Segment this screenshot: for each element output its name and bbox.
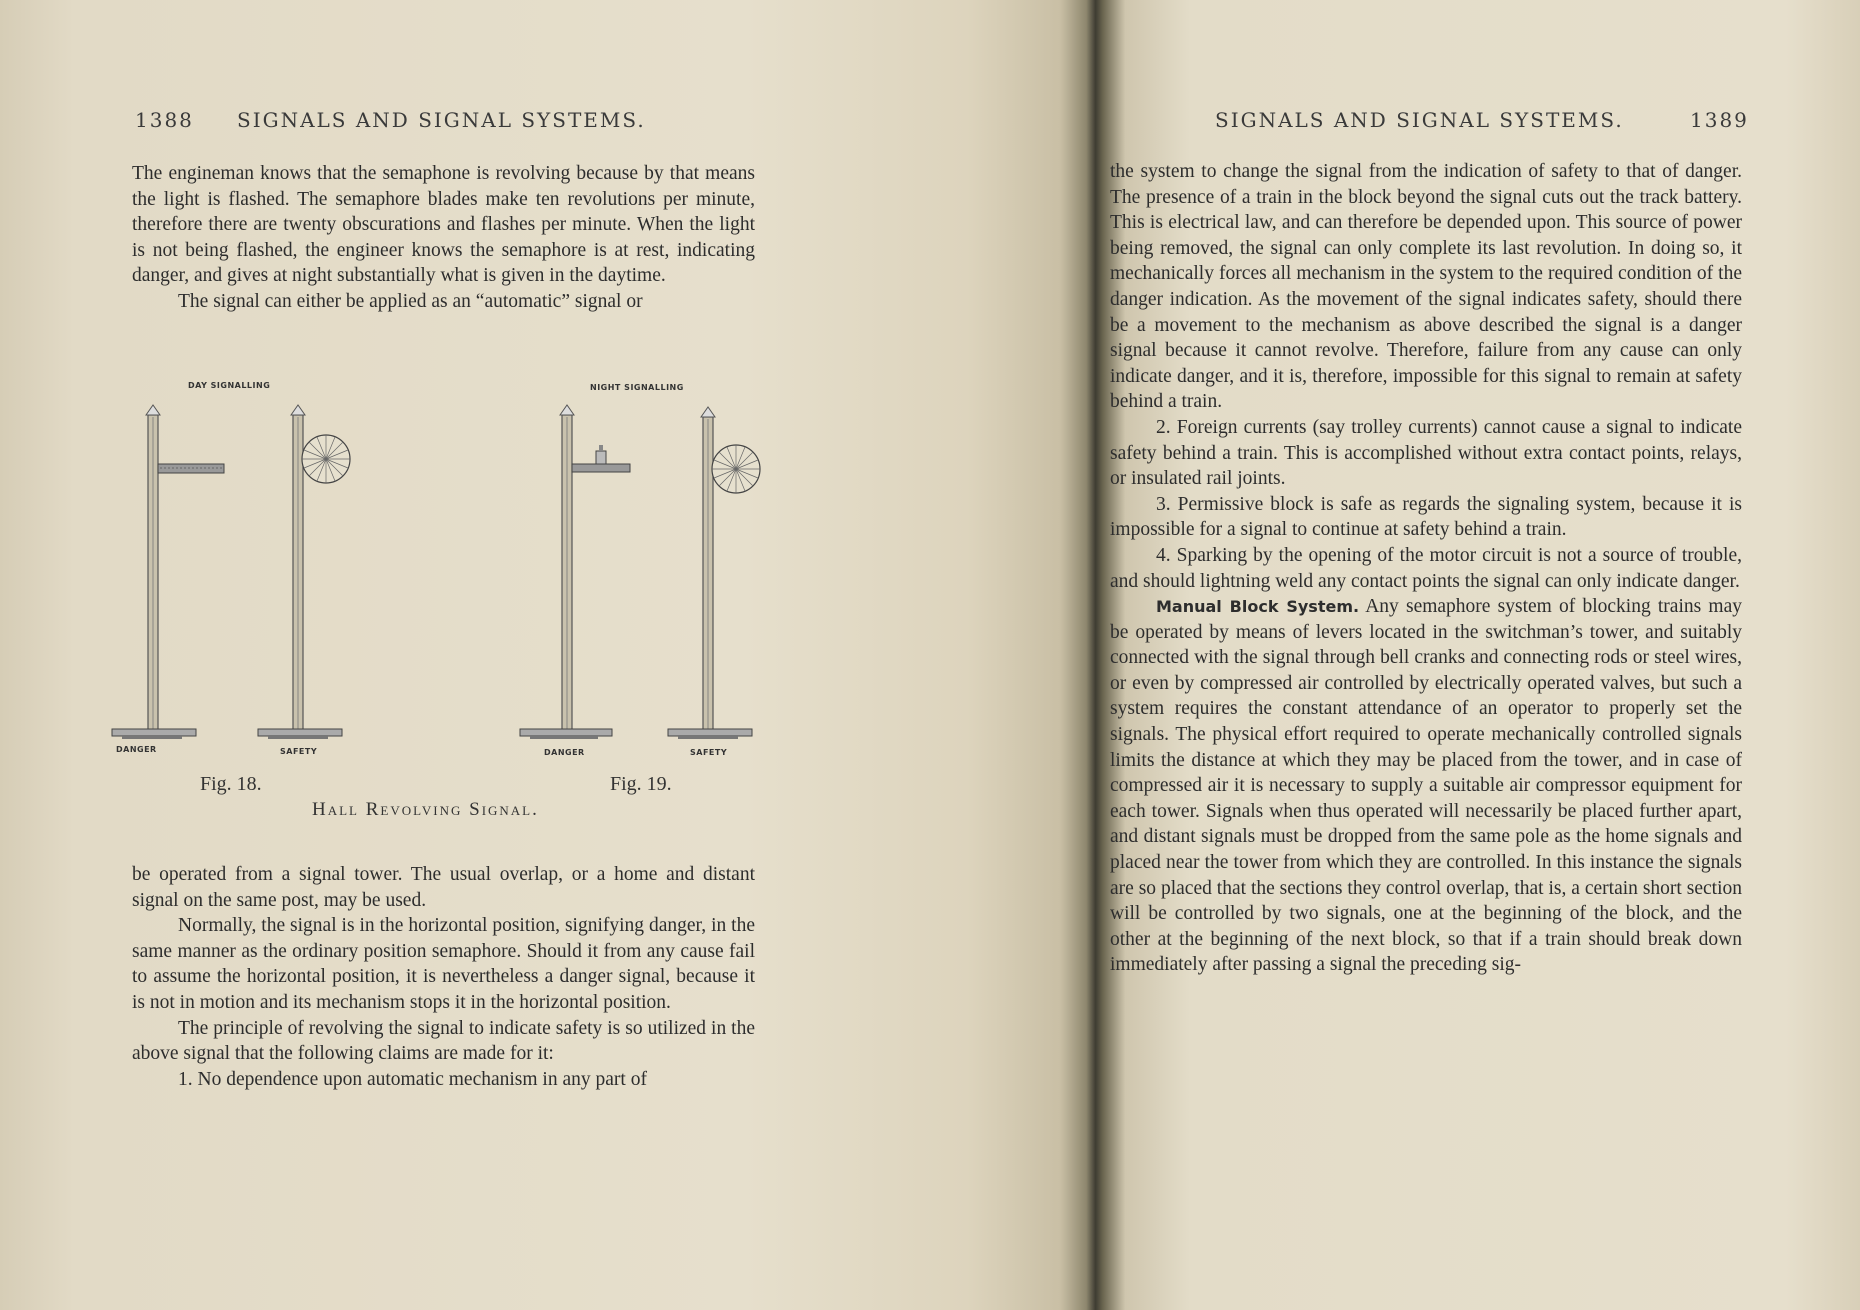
running-title: SIGNALS AND SIGNAL SYSTEMS. xyxy=(1215,108,1624,132)
night-signalling-label: NIGHT SIGNALLING xyxy=(590,383,684,392)
page-number: 1388 xyxy=(135,108,194,132)
signal-post-day-danger xyxy=(112,405,224,739)
paragraph: 1. No dependence upon automatic mechanism in any part of xyxy=(178,1068,647,1090)
paragraph: be operated from a signal tower. The usual overlap, or a home and distant signal on the same post, may be used. xyxy=(132,864,755,911)
paragraph: The principle of revolving the signal to indicate safety is so utilized in the above signal that the following claims are made for it: xyxy=(132,1017,755,1065)
signal-post-day-safety xyxy=(258,405,350,739)
signal-illustration xyxy=(100,375,780,785)
page-number: 1389 xyxy=(1690,108,1749,132)
safety-label: SAFETY xyxy=(690,748,728,757)
section-heading: Manual Block System. xyxy=(1156,597,1360,617)
left-text-bottom xyxy=(132,862,755,1092)
paragraph: 2. Foreign currents (say trolley currents) cannot cause a signal to indicate safety behind a train. This is accomplished without extra contact points, relays, or insulated rail joints. xyxy=(1110,416,1742,490)
paragraph: Normally, the signal is in the horizontal position, signifying danger, in the same manner as the ordinary position semaphore. Should it from any cause fail to assume the horizontal position, it is nevertheless a danger signal, because it is not in motion and its mechanism stops it in the horizontal position. xyxy=(132,915,755,1013)
left-page xyxy=(0,0,900,1310)
paragraph: the system to change the signal from the indication of safety to that of danger. The presence of a train in the block beyond the signal cuts out the track battery. This is electrical law, and can therefore be depended upon. This source of power being removed, the signal can only complete its last revolution. In doing so, it mechanically forces all mechanism in the system to the required condition of the danger indication. As the movement of the signal indicates safety, should there be a movement to the mechanism as above described the signal is a danger signal because it cannot revolve. Therefore, failure from any cause can only indicate danger, and it is, therefore, impossible for this signal to remain at safety behind a train. xyxy=(1110,161,1742,413)
paragraph: The engineman knows that the semaphone is revolving because by that means the light is flashed. The semaphore blades make ten revolutions per minute, therefore there are twenty obscurations and flashes per minute. When the light is not being flashed, the engineer knows the semaphore is at rest, indicating danger, and gives at night substantially what is given in the daytime. xyxy=(132,163,755,287)
figure-18-caption: Fig. 18. xyxy=(200,773,262,795)
danger-label: DANGER xyxy=(116,745,157,754)
paragraph: 3. Permissive block is safe as regards the signaling system, because it is impossible for a signal to continue at safety behind a train. xyxy=(1110,493,1742,541)
running-title: SIGNALS AND SIGNAL SYSTEMS. xyxy=(237,108,646,132)
signal-figure xyxy=(100,375,780,835)
signal-post-night-danger xyxy=(520,405,630,739)
safety-label: SAFETY xyxy=(280,747,318,756)
right-page xyxy=(935,0,1860,1310)
left-text-top xyxy=(132,161,755,315)
paragraph: The signal can either be applied as an “automatic” signal or xyxy=(178,290,643,312)
right-text xyxy=(1110,159,1742,978)
danger-label: DANGER xyxy=(544,748,585,757)
paragraph: 4. Sparking by the opening of the motor circuit is not a source of trouble, and should lightning weld any contact points the signal can only indicate danger. xyxy=(1110,544,1742,592)
paragraph xyxy=(1110,594,1742,978)
signal-post-night-safety xyxy=(668,407,760,739)
paragraph-text: Any semaphore system of blocking trains may be operated by means of levers located in the switchman’s tower, and suitably connected with the signal through bell cranks and connecting rods or steel wires, or even by compressed air controlled by electrically operated valves, but such a system requires the constant attendance of an operator to properly set the signals. The physical effort required to operate mechanically controlled signals limits the distance at which they may be placed from the tower, and in case of compressed air it is necessary to supply a suitable air compressor equipment for each tower. Signals when thus operated will necessarily be placed further apart, and distant signals must be dropped from the same pole as the home signals and placed near the tower from which they are controlled. In this instance the signals are so placed that the sections they control overlap, that is, a certain short section will be controlled by two signals, one at the beginning of the block, and the other at the beginning of the next block, so that if a train should break down immediately after passing a signal the preceding sig- xyxy=(1110,596,1742,976)
figure-title: Hall Revolving Signal. xyxy=(312,799,539,820)
figure-19-caption: Fig. 19. xyxy=(610,773,672,795)
day-signalling-label: DAY SIGNALLING xyxy=(188,381,271,390)
